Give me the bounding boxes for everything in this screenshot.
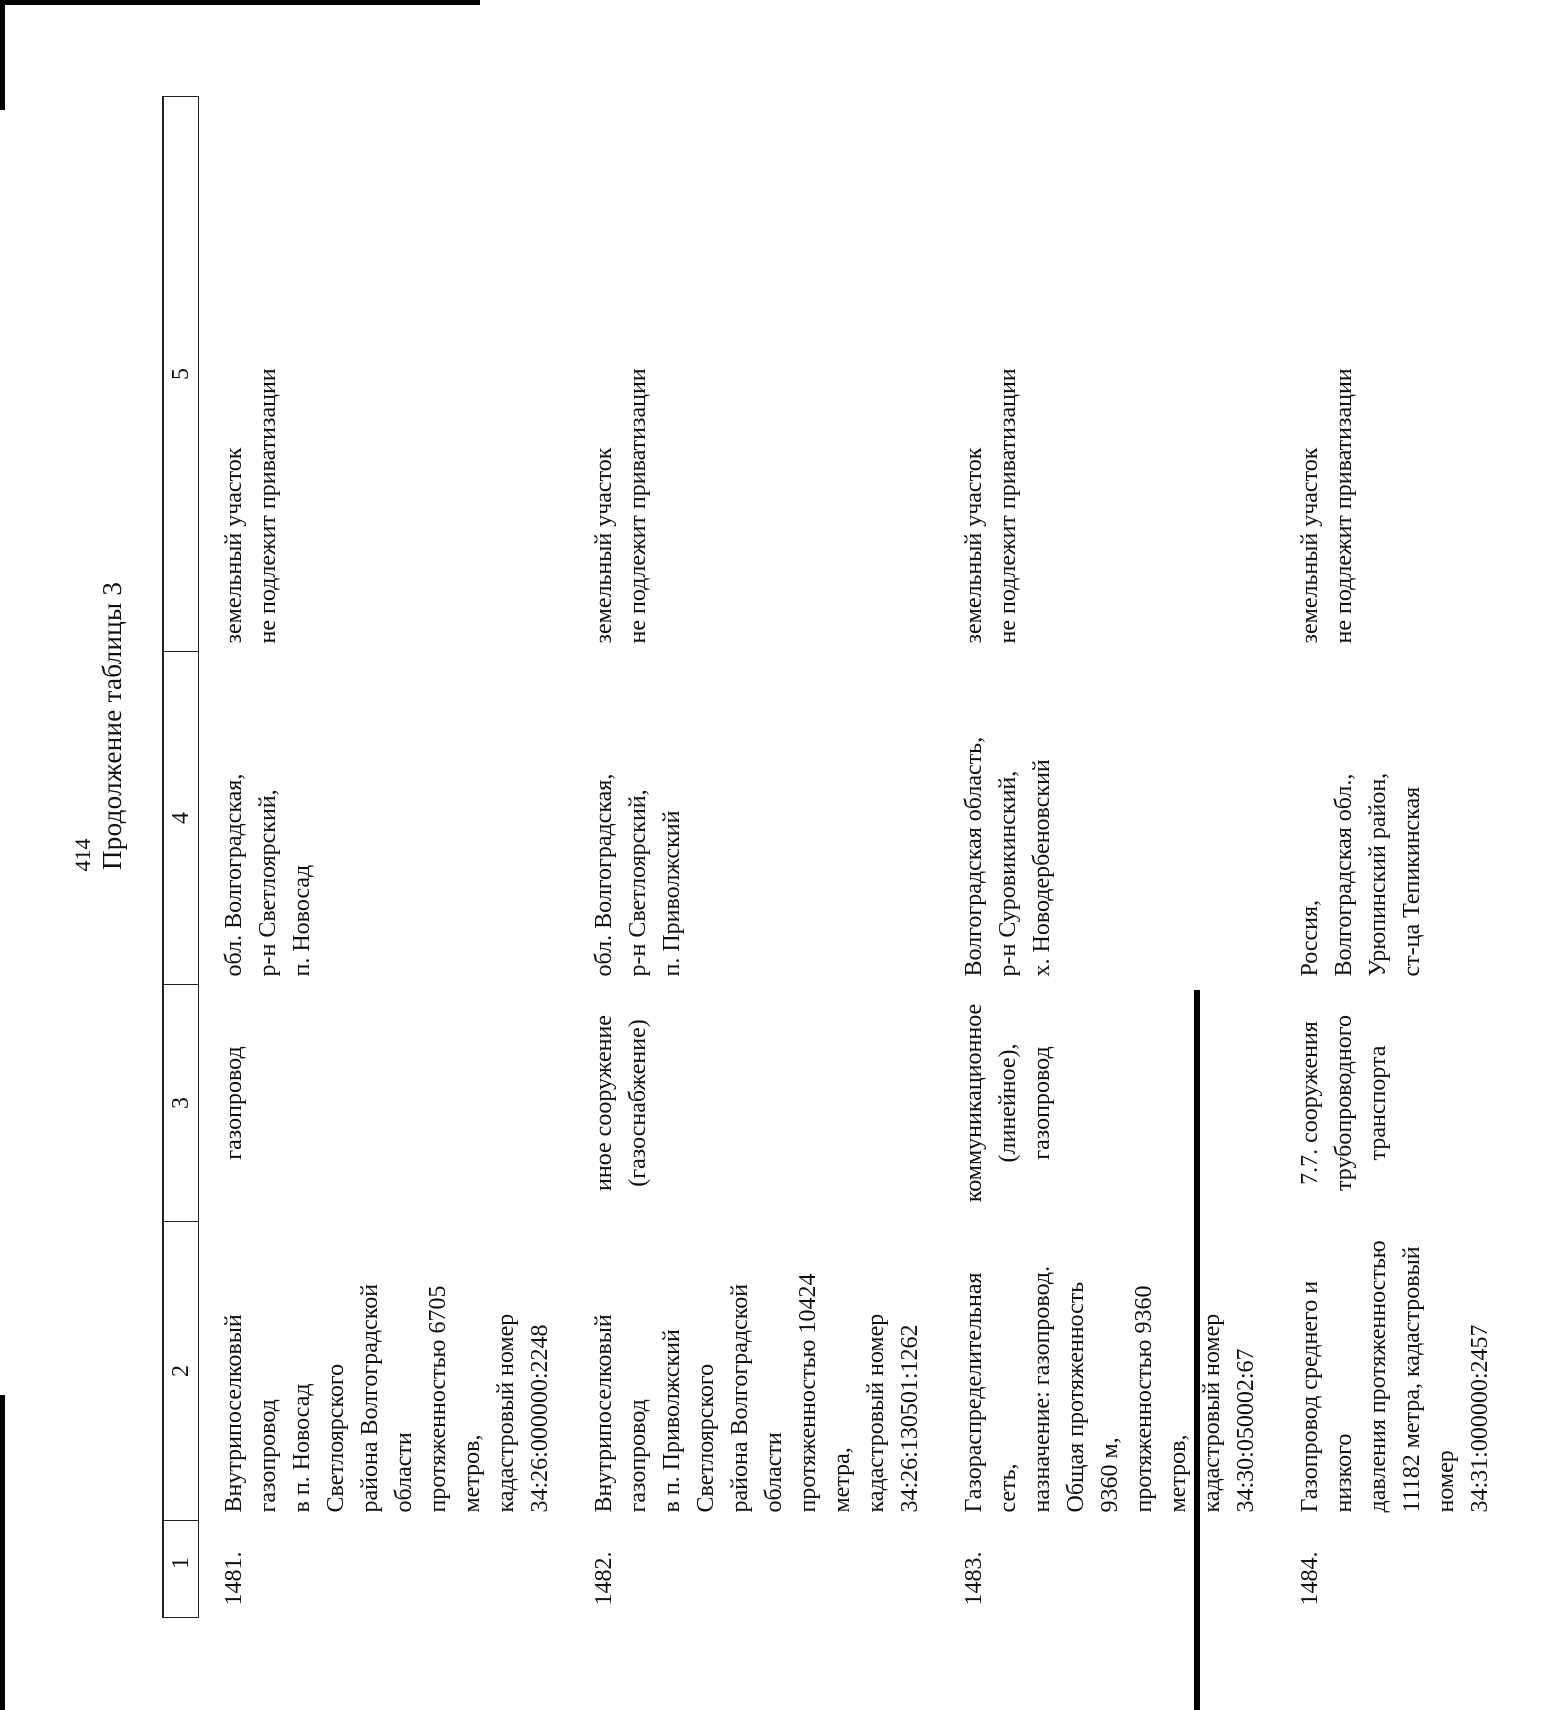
- page-number: 414: [70, 838, 95, 872]
- table-row: [939, 97, 1275, 1618]
- column-header-2: 2: [163, 1222, 199, 1521]
- object-address: обл. Волгоградская, р-н Светлоярский, п. Приволжский: [591, 773, 685, 977]
- column-header-1: 1: [163, 1521, 199, 1618]
- column-header-4: 4: [163, 652, 199, 985]
- row-number: 1482.: [591, 1551, 617, 1606]
- table-row: [1275, 97, 1555, 1618]
- row-number: 1481.: [221, 1551, 247, 1606]
- object-address: обл. Волгоградская, р-н Светлоярский, п. Новосад: [221, 773, 315, 977]
- column-header-5: 5: [163, 97, 199, 652]
- row-number: 1483.: [961, 1551, 987, 1606]
- object-type: газопровод: [221, 1046, 247, 1160]
- object-type: иное сооружение (газоснабжение): [591, 1015, 651, 1191]
- land-note: земельный участок не подлежит приватизации: [961, 368, 1021, 644]
- object-name: Внутрипоселковый газопровод в п. Новосад Светлоярского района Волгоградской области протяженностью 6705 метров, кадастровый номер 34:26:000000:2248: [221, 1283, 553, 1513]
- table-header-row: [163, 97, 199, 1618]
- land-note: земельный участок не подлежит приватизации: [1297, 368, 1357, 644]
- property-table: [162, 96, 1555, 1618]
- table-row: [199, 97, 570, 1618]
- object-address: Россия, Волгоградская обл., Урюпинский район, ст-ца Тепикинская: [1297, 772, 1425, 977]
- land-note: земельный участок не подлежит приватизации: [221, 368, 281, 644]
- row-number: 1484.: [1297, 1551, 1323, 1606]
- object-name: Внутрипоселковый газопровод в п. Приволжский Светлоярского района Волгоградской области протяженностью 10424 метра, кадастровый номер 34:26:130501:1262: [591, 1273, 923, 1513]
- table-continuation-label: Продолжение таблицы 3: [97, 581, 127, 870]
- object-name: Газопровод среднего и низкого давления протяженностью 11182 метра, кадастровый номер 34:31:000000:2457: [1297, 1240, 1493, 1513]
- object-type: коммуникационное (линейное), газопровод: [961, 1003, 1055, 1203]
- table-row: [569, 97, 939, 1618]
- land-note: земельный участок не подлежит приватизации: [591, 368, 651, 644]
- column-header-3: 3: [163, 985, 199, 1222]
- object-type: 7.7. сооружения трубопроводного транспорта: [1297, 1015, 1391, 1191]
- object-address: Волгоградская область, р-н Суровикинский, х. Новодербеновский: [961, 736, 1055, 977]
- object-name: Газораспределительная сеть, назначение: газопровод. Общая протяженность 9360 м, протяженностью 9360 метров, кадастровый номер 34:30:050002:67: [961, 1265, 1259, 1513]
